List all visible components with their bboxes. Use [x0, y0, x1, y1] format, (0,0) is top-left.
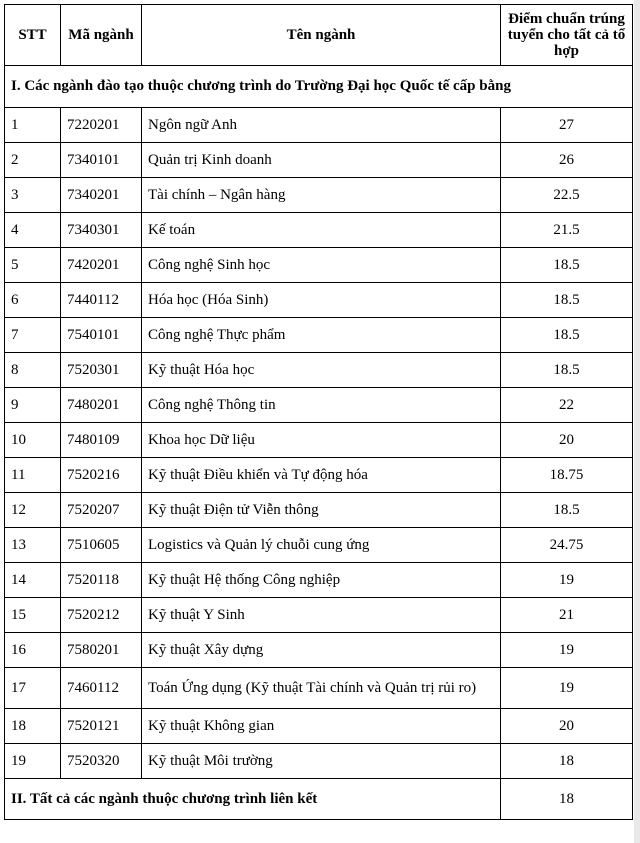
- row-stt: 13: [5, 528, 61, 563]
- row-name: Kỹ thuật Điều khiển và Tự động hóa: [142, 458, 501, 493]
- row-score: 27: [501, 108, 633, 143]
- row-name: Khoa học Dữ liệu: [142, 423, 501, 458]
- row-score: 22.5: [501, 178, 633, 213]
- row-code: 7520216: [61, 458, 142, 493]
- row-score: 18.75: [501, 458, 633, 493]
- row-score: 20: [501, 423, 633, 458]
- row-name: Quản trị Kinh doanh: [142, 143, 501, 178]
- section-2-score: 18: [501, 779, 633, 820]
- row-code: 7220201: [61, 108, 142, 143]
- row-stt: 9: [5, 388, 61, 423]
- row-name: Kỹ thuật Y Sinh: [142, 598, 501, 633]
- row-stt: 15: [5, 598, 61, 633]
- table-row: [5, 633, 633, 668]
- row-stt: 4: [5, 213, 61, 248]
- table-row: [5, 528, 633, 563]
- row-score: 26: [501, 143, 633, 178]
- row-score: 18: [501, 744, 633, 779]
- row-stt: 1: [5, 108, 61, 143]
- row-name: Kỹ thuật Điện tử Viễn thông: [142, 493, 501, 528]
- row-score: 18.5: [501, 318, 633, 353]
- row-name: Tài chính – Ngân hàng: [142, 178, 501, 213]
- table-row: [5, 458, 633, 493]
- row-name: Ngôn ngữ Anh: [142, 108, 501, 143]
- row-stt: 5: [5, 248, 61, 283]
- row-name: Kỹ thuật Hệ thống Công nghiệp: [142, 563, 501, 598]
- row-score: 19: [501, 563, 633, 598]
- row-code: 7420201: [61, 248, 142, 283]
- row-stt: 17: [5, 668, 61, 709]
- row-name: Logistics và Quản lý chuỗi cung ứng: [142, 528, 501, 563]
- row-name: Công nghệ Sinh học: [142, 248, 501, 283]
- row-stt: 19: [5, 744, 61, 779]
- row-score: 18.5: [501, 283, 633, 318]
- row-name: Kỹ thuật Hóa học: [142, 353, 501, 388]
- row-stt: 7: [5, 318, 61, 353]
- section-2-title: II. Tất cả các ngành thuộc chương trình liên kết: [5, 779, 501, 820]
- row-stt: 10: [5, 423, 61, 458]
- row-name: Kỹ thuật Xây dựng: [142, 633, 501, 668]
- table-row: [5, 318, 633, 353]
- table-row: [5, 213, 633, 248]
- row-code: 7340201: [61, 178, 142, 213]
- row-stt: 8: [5, 353, 61, 388]
- header-score: Điểm chuẩn trúng tuyển cho tất cả tổ hợp: [501, 5, 633, 66]
- table-row: [5, 563, 633, 598]
- row-code: 7520207: [61, 493, 142, 528]
- row-code: 7520301: [61, 353, 142, 388]
- row-stt: 2: [5, 143, 61, 178]
- table-row: [5, 388, 633, 423]
- row-code: 7440112: [61, 283, 142, 318]
- page-edge-shadow: [634, 0, 640, 843]
- row-code: 7480109: [61, 423, 142, 458]
- row-name: Công nghệ Thực phẩm: [142, 318, 501, 353]
- row-code: 7340101: [61, 143, 142, 178]
- row-name: Kỹ thuật Môi trường: [142, 744, 501, 779]
- row-score: 19: [501, 633, 633, 668]
- row-code: 7540101: [61, 318, 142, 353]
- row-name: Công nghệ Thông tin: [142, 388, 501, 423]
- row-score: 18.5: [501, 248, 633, 283]
- row-code: 7460112: [61, 668, 142, 709]
- row-stt: 11: [5, 458, 61, 493]
- row-code: 7520320: [61, 744, 142, 779]
- admission-scores-table: [4, 4, 633, 820]
- row-code: 7520212: [61, 598, 142, 633]
- table-row: [5, 178, 633, 213]
- table-row: [5, 353, 633, 388]
- table-row: [5, 423, 633, 458]
- table-row: [5, 709, 633, 744]
- row-score: 22: [501, 388, 633, 423]
- section-2-row: [5, 779, 633, 820]
- table-row: [5, 493, 633, 528]
- table-row: [5, 283, 633, 318]
- row-code: 7510605: [61, 528, 142, 563]
- table-row: [5, 744, 633, 779]
- row-stt: 16: [5, 633, 61, 668]
- table-body: [5, 66, 633, 779]
- row-score: 20: [501, 709, 633, 744]
- header-code: Mã ngành: [61, 5, 142, 66]
- table-row: [5, 668, 633, 709]
- row-name: Toán Ứng dụng (Kỹ thuật Tài chính và Quản trị rủi ro): [142, 668, 501, 709]
- section-1-title: I. Các ngành đào tạo thuộc chương trình do Trường Đại học Quốc tế cấp bằng: [5, 66, 633, 108]
- row-code: 7520121: [61, 709, 142, 744]
- row-code: 7580201: [61, 633, 142, 668]
- header-stt: STT: [5, 5, 61, 66]
- table-row: [5, 108, 633, 143]
- row-score: 21.5: [501, 213, 633, 248]
- table-row: [5, 143, 633, 178]
- row-stt: 6: [5, 283, 61, 318]
- row-stt: 12: [5, 493, 61, 528]
- header-row: [5, 5, 633, 66]
- section-1-row: [5, 66, 633, 108]
- header-name: Tên ngành: [142, 5, 501, 66]
- table-row: [5, 248, 633, 283]
- row-score: 18.5: [501, 493, 633, 528]
- row-stt: 14: [5, 563, 61, 598]
- row-stt: 3: [5, 178, 61, 213]
- row-stt: 18: [5, 709, 61, 744]
- row-name: Hóa học (Hóa Sinh): [142, 283, 501, 318]
- row-score: 19: [501, 668, 633, 709]
- row-score: 21: [501, 598, 633, 633]
- row-name: Kế toán: [142, 213, 501, 248]
- row-score: 24.75: [501, 528, 633, 563]
- row-score: 18.5: [501, 353, 633, 388]
- row-code: 7480201: [61, 388, 142, 423]
- row-code: 7340301: [61, 213, 142, 248]
- row-name: Kỹ thuật Không gian: [142, 709, 501, 744]
- row-code: 7520118: [61, 563, 142, 598]
- table-row: [5, 598, 633, 633]
